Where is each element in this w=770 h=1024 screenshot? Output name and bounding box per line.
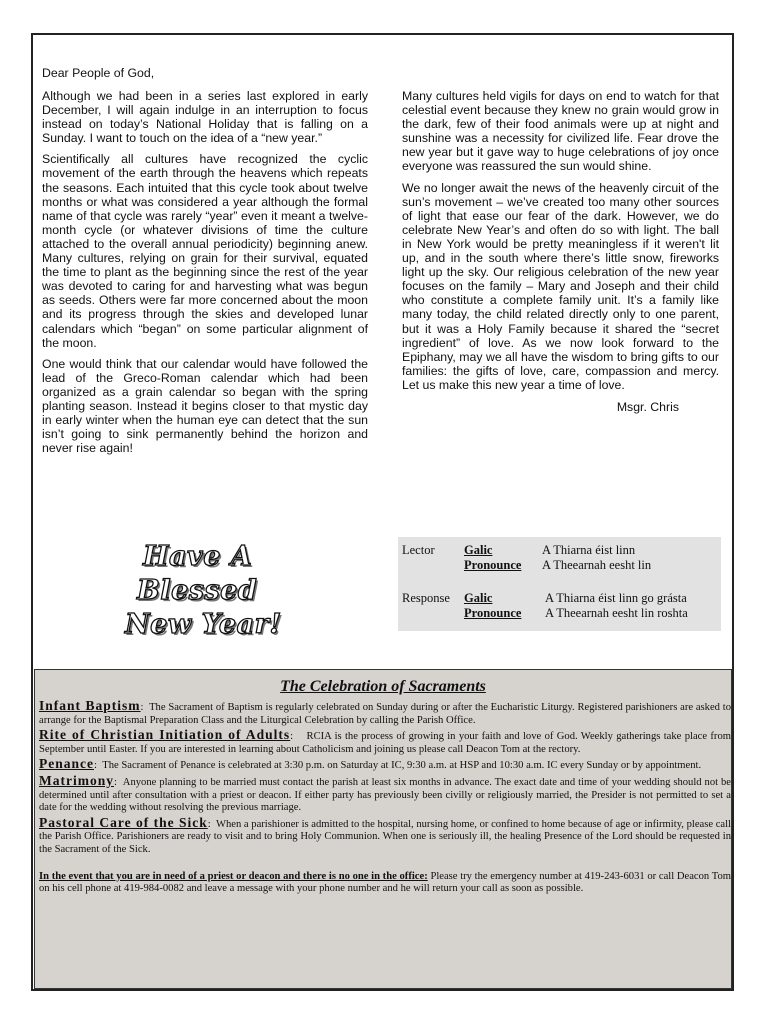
letter-signature: Msgr. Chris [616,399,679,414]
letter-right-column [402,89,719,414]
galic-label: Galic [464,543,493,557]
emergency-text: Please try the emergency number at 419-243-6031 or call Deacon Tom on his cell phone at 419-984-0082 and leave a message with your phone number and he will return your call as soon as possible. [39,870,731,895]
sacrament-entry: Rite of Christian Initiation of Adults: RCIA is the process of growing in your faith and love of God. Weekly gatherings take place from September until Easter. If you are interested in learning about Catholicism and joining us please call Deacon Tom at the rectory. [39,727,731,755]
sacrament-text: RCIA is the process of growing in your faith and love of God. Weekly gatherings take place from September until Easter. If you are interested in learning about Catholicism and joining us please call Deacon Tom at the rectory. [39,731,731,755]
blessed-new-year-graphic [115,540,285,650]
sacraments-body [39,700,731,898]
lector-label: Lector [402,543,435,557]
sacraments-box [34,669,732,989]
sacrament-heading: Matrimony [39,772,114,788]
letter-left-column [42,89,368,462]
greeting-art-line: New Year! [125,609,282,640]
letter-paragraph: Scientifically all cultures have recognized the cyclic movement of the earth through the heavens which repeats the seasons. Each intuited that this cycle took about twelve months or what was considered a year although the formal name of that cycle was rarely “year” even it meant a twelve-month cycle (or whatever divisions of time the culture attached to the overall annual periodicity) beginning anew. Many cultures, relying on grain for their survival, equated the time to plant as the beginning since the rest of the year was devoted to caring for and harvesting what was begun as seeds. Others were far more concerned about the moon and its progress through the skies and developed lunar calendars which “began” on some particular alignment of the moon. [42,152,368,350]
letter-paragraph: One would think that our calendar would have followed the lead of the Greco-Roman calendar which had been organized as a grain calendar so began with the spring planting season. Instead it begins closer to that mystic day in early winter when the human eye can detect that the sun isn’t going to sink permanently behind the horizon and never rise again! [42,356,368,456]
sacrament-text: Anyone planning to be married must contact the parish at least six months in advance. The exact date and time of your wedding should not be determined until after consultation with a priest or deacon. If either party has previously been civilly or religiously married, the Presider is not permitted to set a date for the wedding without resolving the previous marriage. [39,776,731,814]
letter-greeting: Dear People of God, [42,66,155,80]
sacrament-text: The Sacrament of Baptism is regularly celebrated on Sunday during or after the Eucharistic Liturgy. Registered parishioners are asked to arrange for the Baptismal Preparation Class and the Liturgical Celebration by calling the Parish Office. [39,702,731,726]
pronounce-label: Pronounce [464,558,522,572]
sacrament-entry: Matrimony: Anyone planning to be married must contact the parish at least six months in advance. The exact date and time of your wedding should not be determined until after consultation with a priest or deacon. If either party has previously been civilly or religiously married, the Presider is not permitted to set a date for the wedding without resolving the previous marriage. [39,772,731,814]
sacrament-heading: Penance [39,756,94,772]
emergency-notice [39,871,731,896]
response-galic-text: A Thiarna éist linn go grásta [545,591,687,605]
sacrament-entry: Penance: The Sacrament of Penance is celebrated at 3:30 p.m. on Saturday at IC, 9:30 a.m. at HSP and 10:30 a.m. IC every Sunday or by appointment. [39,756,702,772]
pronounce-label: Pronounce [464,606,522,620]
sacrament-heading: Rite of Christian Initiation of Adults [39,727,291,743]
lector-galic-text: A Thiarna éist linn [542,543,636,557]
sacrament-heading: Infant Baptism [39,698,141,713]
sacrament-text: The Sacrament of Penance is celebrated at 3:30 p.m. on Saturday at IC, 9:30 a.m. at HSP and 10:30 a.m. IC every Sunday or by appointment. [102,760,702,772]
sacrament-entry: Infant Baptism: The Sacrament of Baptism is regularly celebrated on Sunday during or after the Eucharistic Liturgy. Registered parishioners are asked to arrange for the Baptismal Preparation Class and the Liturgical Celebration by calling the Parish Office. [39,698,731,726]
galic-label: Galic [464,591,493,605]
response-pronounce-text: A Theearnah eesht lin roshta [545,606,688,620]
sacraments-title: The Celebration of Sacraments [280,678,486,695]
sacrament-text: When a parishioner is admitted to the hospital, nursing home, or confined to home because of age or infirmity, please call the Parish Office. Parishioners are ready to visit and to bring Holy Communion. When one is seriously ill, the healing Presence of the Lord should be requested in the Sacrament of the Sick. [39,818,732,855]
emergency-heading: In the event that you are in need of a priest or deacon and there is no one in the office: [39,870,428,882]
letter-paragraph: Although we had been in a series last explored in early December, I will again indulge in an interruption to focus instead on today’s National Holiday that is falling on a Sunday. I want to touch on the idea of a “new year.” [42,89,368,146]
lector-pronounce-text: A Theearnah eesht lin [542,558,652,572]
greeting-art-line: Have A [143,541,253,572]
greeting-art-line: Blessed [137,575,258,606]
response-label: Response [402,591,450,605]
letter-paragraph: We no longer await the news of the heavenly circuit of the sun’s movement – we’ve created too many other sources of light that ease our fear of the dark. However, we do celebrate New Year’s and often do so with light. The ball in New York would be pretty meaningless if it weren't lit up, and in the south where there’s little snow, fireworks light up the sky. Our religious celebration of the new year focuses on the family – Mary and Joseph and their child who constitute a complete family unit. It’s a family like many today, the child related directly only to one parent, but it was a Holy Family because it shared the “secret ingredient” of love. As we now look forward to the Epiphany, may we all have the wisdom to bring gifts to our families: the gifts of love, care, compassion and mercy. Let us make this new year a time of love. [402,180,719,392]
sacrament-entry: Pastoral Care of the Sick: When a parishioner is admitted to the hospital, nursing home, or confined to home because of age or infirmity, please call the Parish Office. Parishioners are ready to visit and to bring Holy Communion. When one is seriously ill, the healing Presence of the Lord should be requested in the Sacrament of the Sick. [39,814,732,855]
letter-paragraph: Many cultures held vigils for days on end to watch for that celestial event because they knew no grain would grow in the dark, few of their food animals were up at night and sunshine was a necessity for civilized life. Fear drove the new year but it gave way to huge celebrations of joy once everyone was reassured the sun would shine. [402,89,719,174]
sacrament-heading: Pastoral Care of the Sick [39,814,208,830]
lector-response-box [398,537,721,631]
